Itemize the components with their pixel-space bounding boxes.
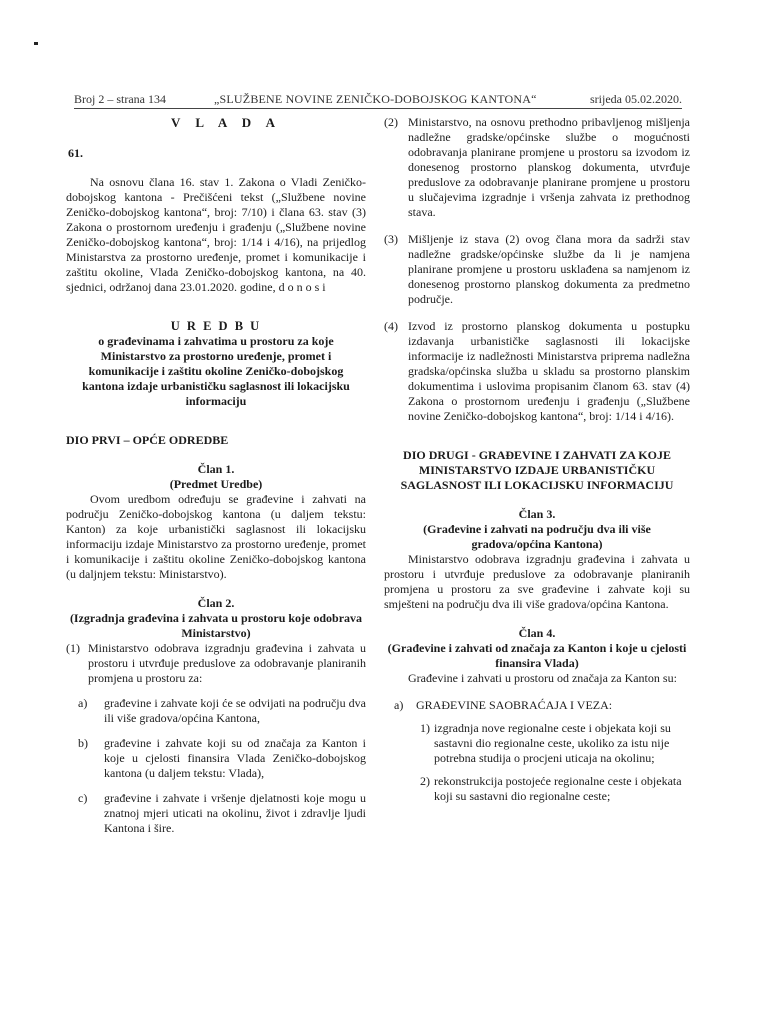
- paragraph-text: Izvod iz prostorno planskog dokumenta u postupku izdavanja urbanističke saglasnosti ili lokacijske informacije iz nadležnosti Ministarstva priprema nadležna gradska/općinska služba u skladu sa prostorno planskim dokumentima i uslovima propisanim članom 63. stav (4) Zakona o prostornom uređenju i građenju („Službene novine Zeničko-dobojskog kantona“, broj: 1/14 i 4/16).: [408, 319, 690, 423]
- list-item-text: građevine i zahvate koji će se odvijati na području dva ili više gradova/općina Kantona,: [104, 696, 366, 725]
- sub-list-item: [384, 774, 690, 804]
- list-item: [66, 696, 366, 726]
- article-3-text: Ministarstvo odobrava izgradnju građevina i zahvata u prostoru i utvrđuje preduslove za odobravanje planiranih promjena u prostoru za sve građevine i zahvate koji su smješteni na području dva ili više gradova/općina Kantona.: [384, 552, 690, 611]
- left-column: [66, 115, 366, 836]
- article-3-title: Član 3.: [518, 507, 556, 521]
- article-2-paragraph-4: [384, 319, 690, 424]
- article-1-title: Član 1.: [197, 462, 235, 476]
- sub-list-label: 2): [420, 774, 430, 788]
- scan-speck: [34, 42, 38, 45]
- paragraph-text: Mišljenje iz stava (2) ovog člana mora da sadrži stav nadležne gradske/općinske službe da li je namjena planirane promjene u prostoru usklađena sa namjenom iz donesenog prostorno planskog dokumenta za predmetno područje.: [408, 232, 690, 306]
- article-2-paragraph-2: [384, 115, 690, 220]
- category-item: [384, 698, 690, 713]
- category-label: a): [394, 698, 404, 712]
- right-column: [384, 115, 690, 804]
- part-two-heading: DIO DRUGI - GRAĐEVINE I ZAHVATI ZA KOJE MINISTARSTVO IZDAJE URBANISTIČKU SAGLASNOST ILI LOKACIJSKU INFORMACIJU: [400, 448, 674, 492]
- article-1-text: Ovom uredbom određuju se građevine i zahvati na području Zeničko-dobojskog kantona (u daljem tekstu: Kanton) za koje urbanistički saglasnost ili lokacijsku informaciju izdaje Ministarstvo za prostorno uređenje, promet i komunikacije i zaštitu okoline Zeničko-dobojskog kantona (u daljnjem tekstu: Ministarstvo).: [66, 492, 366, 581]
- list-item-label: c): [78, 791, 88, 805]
- header-date: srijeda 05.02.2020.: [590, 92, 682, 106]
- article-2-paragraph-3: [384, 232, 690, 307]
- paragraph-text: Ministarstvo odobrava izgradnju građevina i zahvata u prostoru i utvrđuje preduslove za odobravanje planiranih promjena u prostoru za:: [88, 641, 366, 685]
- sub-list-text: rekonstrukcija postojeće regionalne ceste i objekata koji su sastavni dio regionalne ceste;: [434, 774, 682, 803]
- article-2-subtitle: (Izgradnja građevina i zahvata u prostoru koje odobrava Ministarstvo): [69, 611, 363, 640]
- article-4-text: Građevine i zahvati u prostoru od značaja za Kanton su:: [408, 671, 677, 685]
- uredba-title: U R E D B U: [170, 319, 262, 333]
- header-publication: „SLUŽBENE NOVINE ZENIČKO-DOBOJSKOG KANTONA“: [214, 92, 537, 106]
- paragraph-label: (3): [384, 232, 398, 246]
- list-item-text: građevine i zahvate i vršenje djelatnosti koje mogu u znatnoj mjeri uticati na okolinu, život i zdravlje ljudi Kantona i šire.: [104, 791, 366, 835]
- paragraph-text: Ministarstvo, na osnovu prethodno pribavljenog mišljenja nadležne gradske/općinske službe o mogućnosti odobravanja planirane promjene u prostoru sa izvodom iz donesenog prostorno planskog dokumenta, utvrđuje preduslove za odobravanje planirane promjene u prostoru u slučajevima izgradnje i vršenja zahvata iz prethodnog stava.: [408, 115, 690, 219]
- list-item-text: građevine i zahvate koji su od značaja za Kanton i koje u cjelosti finansira Vlada Zeničko-dobojskog kantona (u daljem tekstu: Vlada),: [104, 736, 366, 780]
- part-one-heading: DIO PRVI – OPĆE ODREDBE: [66, 433, 229, 447]
- paragraph-label: (4): [384, 319, 398, 333]
- list-item: [66, 791, 366, 836]
- article-1-subtitle: (Predmet Uredbe): [169, 477, 263, 491]
- uredba-subtitle: o građevinama i zahvatima u prostoru za koje Ministarstvo za prostorno uređenje, promet i komunikacije i zaštitu okoline Zeničko-dobojskog kantona izdaje urbanističku saglasnost ili lokacijsku informaciju: [82, 334, 350, 408]
- article-2-paragraph-1: [66, 641, 366, 686]
- sub-list-label: 1): [420, 721, 430, 735]
- header-issue-page: Broj 2 – strana 134: [74, 92, 166, 106]
- issuer-heading: V L A D A: [170, 115, 282, 130]
- list-item-label: a): [78, 696, 88, 710]
- article-3-subtitle: (Građevine i zahvati na području dva ili više gradova/općina Kantona): [423, 522, 651, 551]
- article-2-title: Član 2.: [197, 596, 235, 610]
- list-item-label: b): [78, 736, 88, 750]
- list-item: [66, 736, 366, 781]
- intro-paragraph: Na osnovu člana 16. stav 1. Zakona o Vladi Zeničko-dobojskog kantona - Prečišćeni tekst („Službene novine Zeničko-dobojskog kantona“, broj: 7/10) i člana 63. stav (3) Zakona o prostornom uređenju i građenju („Službene novine Zeničko-dobojskog kantona“, broj: 1/14 i 4/16), na prijedlog Ministarstva za prostorno uređenje, promet i komunikacije i zaštitu okoline, Vlada Zeničko-dobojskog kantona, na 40. sjednici, održanoj dana 23.01.2020. godine, d o n o s i: [66, 175, 366, 294]
- paragraph-label: (2): [384, 115, 398, 129]
- header-rule: [74, 108, 682, 109]
- paragraph-label: (1): [66, 641, 80, 655]
- article-4-title: Član 4.: [518, 626, 556, 640]
- category-text: GRAĐEVINE SAOBRAĆAJA I VEZA:: [416, 698, 613, 712]
- article-4-subtitle: (Građevine i zahvati od značaja za Kanton i koje u cjelosti finansira Vlada): [387, 641, 687, 670]
- sub-list-item: [384, 721, 690, 766]
- act-number: 61.: [68, 146, 83, 160]
- sub-list-text: izgradnja nove regionalne ceste i objekata koji su sastavni dio regionalne ceste, ukoliko za istu nije potrebna studija o procjeni uticaja na okolinu;: [434, 721, 671, 765]
